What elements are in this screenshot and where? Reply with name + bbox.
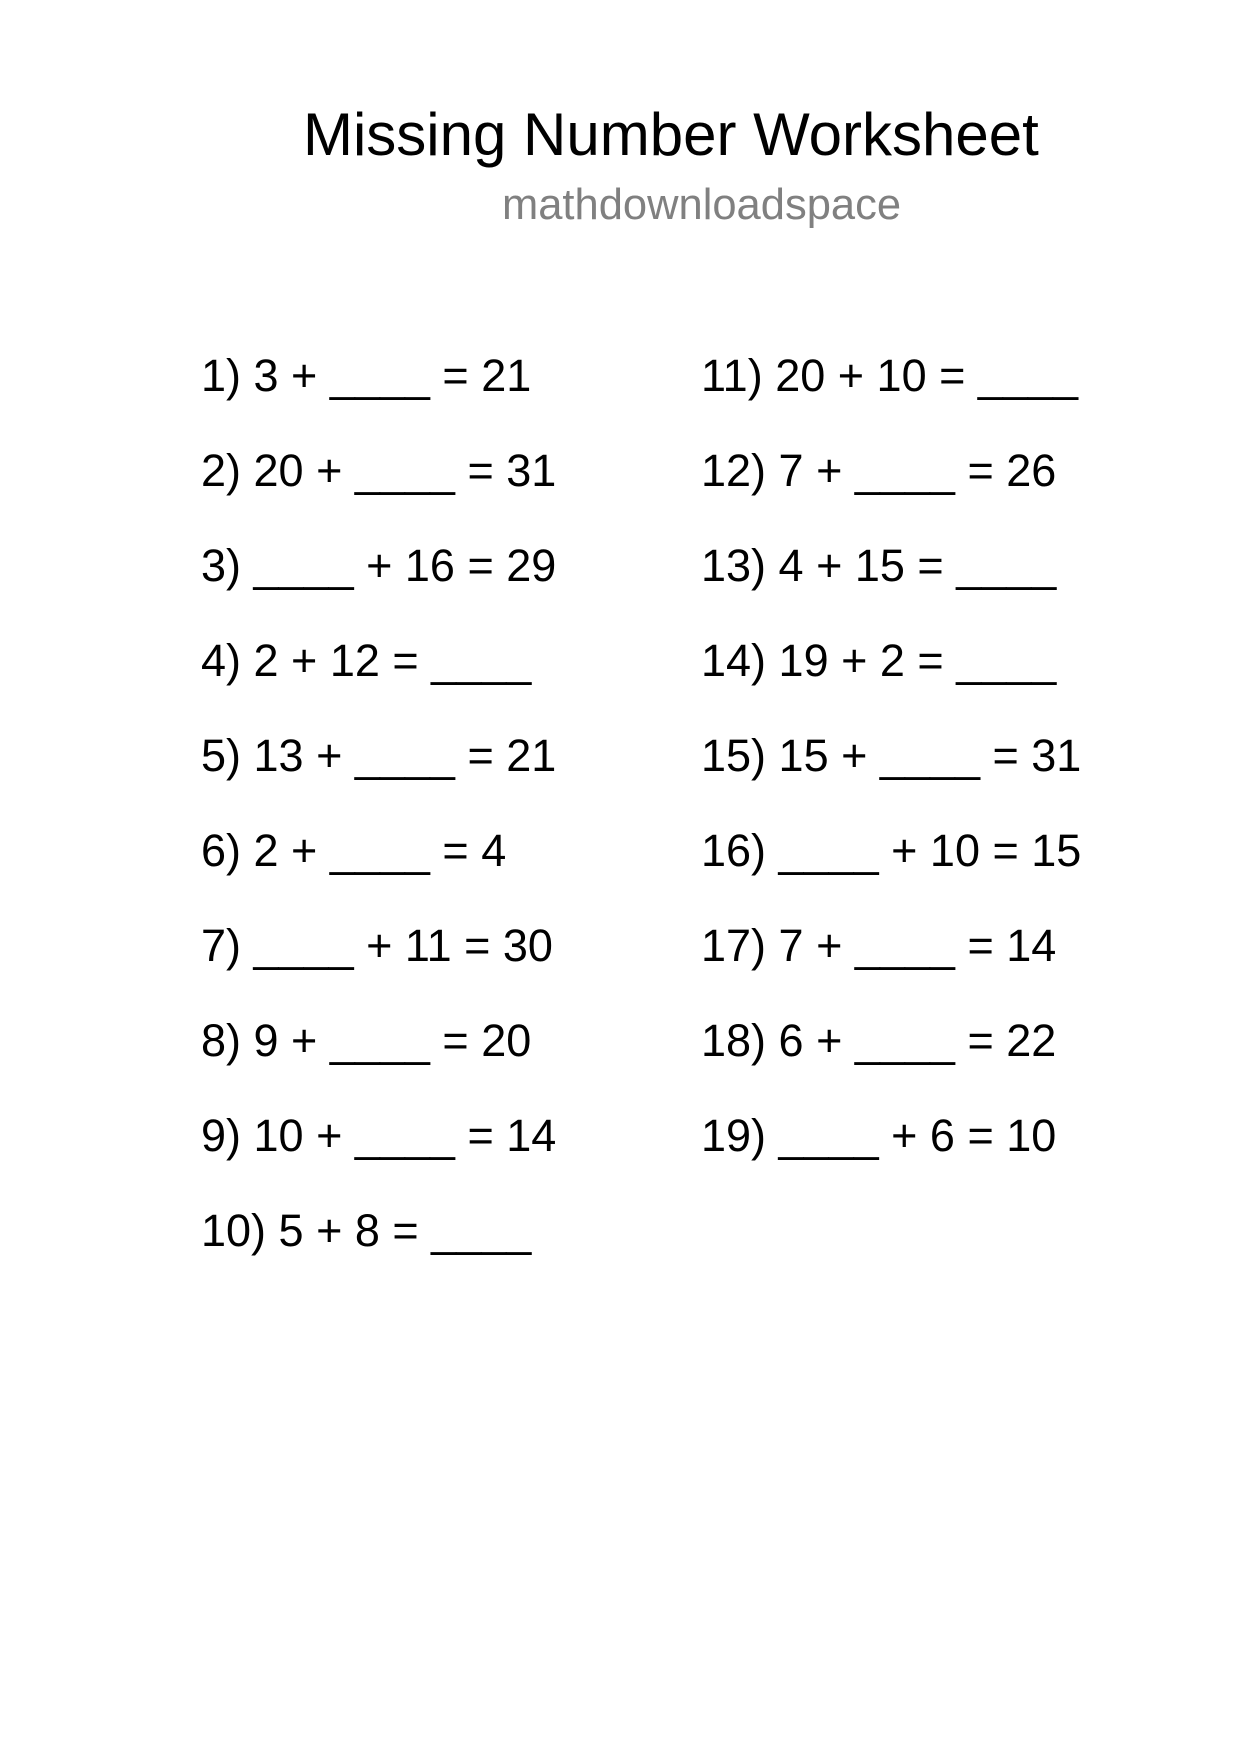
problem-18: 18) 6 + ____ = 22 bbox=[701, 1015, 1057, 1066]
problem-7: 7) ____ + 11 = 30 bbox=[201, 920, 553, 971]
problem-4: 4) 2 + 12 = ____ bbox=[201, 635, 532, 686]
problem-15: 15) 15 + ____ = 31 bbox=[701, 730, 1082, 781]
worksheet-subtitle: mathdownloadspace bbox=[502, 181, 902, 229]
problem-5: 5) 13 + ____ = 21 bbox=[201, 730, 557, 781]
problem-8: 8) 9 + ____ = 20 bbox=[201, 1015, 532, 1066]
problem-13: 13) 4 + 15 = ____ bbox=[701, 540, 1057, 591]
problem-1: 1) 3 + ____ = 21 bbox=[201, 350, 532, 401]
problem-11: 11) 20 + 10 = ____ bbox=[701, 350, 1078, 401]
problem-2: 2) 20 + ____ = 31 bbox=[201, 445, 557, 496]
problem-19: 19) ____ + 6 = 10 bbox=[701, 1110, 1057, 1161]
problem-3: 3) ____ + 16 = 29 bbox=[201, 540, 557, 591]
problem-9: 9) 10 + ____ = 14 bbox=[201, 1110, 557, 1161]
worksheet-title: Missing Number Worksheet bbox=[303, 101, 1039, 168]
problem-10: 10) 5 + 8 = ____ bbox=[201, 1205, 532, 1256]
problem-column-right bbox=[701, 328, 1081, 1183]
problem-column-left bbox=[201, 328, 556, 1278]
problem-16: 16) ____ + 10 = 15 bbox=[701, 825, 1082, 876]
problem-12: 12) 7 + ____ = 26 bbox=[701, 445, 1057, 496]
problem-6: 6) 2 + ____ = 4 bbox=[201, 825, 507, 876]
problem-17: 17) 7 + ____ = 14 bbox=[701, 920, 1057, 971]
problem-14: 14) 19 + 2 = ____ bbox=[701, 635, 1057, 686]
